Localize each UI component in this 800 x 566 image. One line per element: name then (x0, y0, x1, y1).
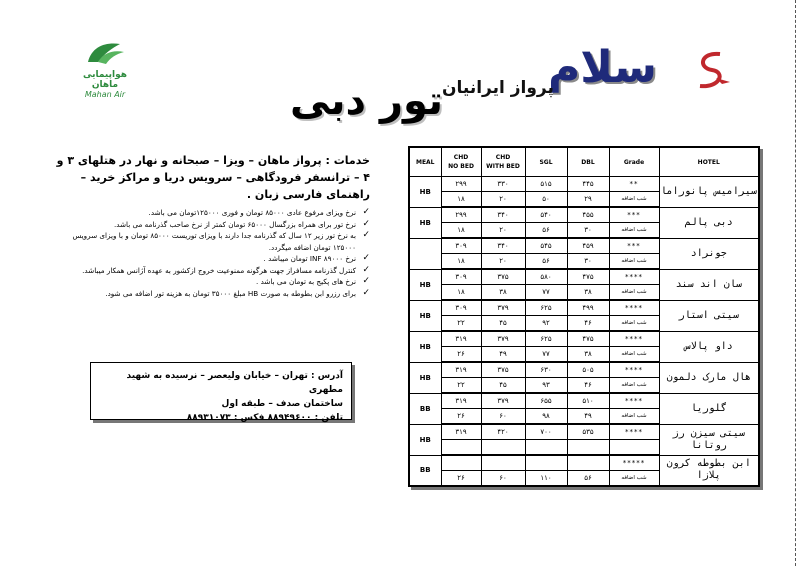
dbl-cell: ۳۸ (567, 347, 609, 363)
sgl-cell: ۱۱۰ (525, 471, 567, 487)
note-item: ✓ برای رزرو ابن بطوطه به صورت HB مبلغ ۳۵۰۰۰ تومان به هزینه تور اضافه می شود. (55, 288, 370, 300)
dbl-cell: ۴۹۹ (567, 300, 609, 316)
meal-cell: HB (409, 269, 441, 300)
grade-cell: *** (609, 238, 659, 254)
dbl-cell: ۴۶ (567, 378, 609, 394)
sgl-cell: ۹۲ (525, 316, 567, 332)
chd-with-bed-cell: ۳۷۹ (481, 331, 525, 347)
sgl-cell: ۵۸۰ (525, 269, 567, 285)
hotel-name: سان اند سند (659, 269, 759, 300)
price-table (408, 146, 760, 487)
sgl-cell (525, 440, 567, 456)
table-row (409, 207, 759, 223)
note-item: ✓ نرخ تور برای همراه بزرگسال ۶۵۰۰۰ تومان کمتر از نرخ صاحب گذرنامه می باشد. (55, 219, 370, 231)
extra-night-label: شب اضافه (609, 316, 659, 332)
extra-night-label: شب اضافه (609, 347, 659, 363)
table-body (409, 177, 759, 487)
dbl-cell: ۴۹ (567, 409, 609, 425)
sgl-cell: ۵۶ (525, 254, 567, 270)
dbl-cell: ۴۷۵ (567, 331, 609, 347)
meal-cell: HB (409, 362, 441, 393)
chd-with-bed-cell: ۳۷۹ (481, 300, 525, 316)
airline-name-en: Mahan Air (84, 90, 126, 99)
meal-cell: BB (409, 455, 441, 486)
chd-with-bed-cell: ۴۵ (481, 316, 525, 332)
grade-cell: **** (609, 393, 659, 409)
hotel-name: سیتی سیزن رز روتانا (659, 424, 759, 455)
note-item: ✓ نرخ های پکیج به تومان می باشد . (55, 276, 370, 288)
chd-with-bed-cell: ۳۴۰ (481, 238, 525, 254)
chd-with-bed-cell: ۲۰ (481, 192, 525, 208)
brand-subtitle: پرواز ایرانیان (442, 78, 554, 98)
hotel-name: ابن بطوطه کرون پلازا (659, 455, 759, 486)
tour-title: تور دبی (290, 78, 444, 124)
chd-no-bed-cell (441, 440, 481, 456)
grade-cell: ** (609, 177, 659, 192)
dbl-cell: ۵۶ (567, 471, 609, 487)
chd-with-bed-cell: ۴۵ (481, 378, 525, 394)
meal-cell: HB (409, 300, 441, 331)
chd-with-bed-cell: ۳۷۵ (481, 362, 525, 378)
hotel-name: سیرامیس پانوراما (659, 177, 759, 208)
col-hotel: HOTEL (659, 147, 759, 177)
mahan-air-logo (70, 38, 140, 99)
grade-cell: **** (609, 362, 659, 378)
sgl-cell: ۷۷ (525, 285, 567, 301)
extra-night-label: شب اضافه (609, 409, 659, 425)
table-row (409, 177, 759, 192)
hotel-name: دبی پالم (659, 207, 759, 238)
chd-with-bed-cell: ۳۷۵ (481, 269, 525, 285)
dbl-cell (567, 455, 609, 471)
chd-with-bed-cell (481, 440, 525, 456)
address-line: ساختمان صدف – طبقه اول (221, 399, 343, 409)
dbl-cell: ۳۸ (567, 285, 609, 301)
address-line: آدرس : تهران – خیابان ولیعصر – نرسیده به شهید مطهری (126, 371, 343, 395)
dbl-cell: ۵۱۰ (567, 393, 609, 409)
sgl-cell: ۷۷ (525, 347, 567, 363)
chd-no-bed-cell: ۱۸ (441, 254, 481, 270)
chd-no-bed-cell: ۳۱۹ (441, 424, 481, 440)
chd-with-bed-cell (481, 455, 525, 471)
extra-night-label: شب اضافه (609, 192, 659, 208)
chd-no-bed-cell (441, 455, 481, 471)
sgl-cell: ۶۵۵ (525, 393, 567, 409)
extra-night-label: شب اضافه (609, 471, 659, 487)
chd-no-bed-cell: ۱۸ (441, 192, 481, 208)
grade-cell: **** (609, 331, 659, 347)
hotel-name: جونراد (659, 238, 759, 269)
grade-cell: **** (609, 424, 659, 440)
dbl-cell: ۴۷۵ (567, 269, 609, 285)
col-dbl: DBL (567, 147, 609, 177)
sgl-cell: ۵۰ (525, 192, 567, 208)
hotel-name: گلوریا (659, 393, 759, 424)
sgl-cell: ۶۲۵ (525, 331, 567, 347)
col-chd-with-bed: CHD WITH BED (481, 147, 525, 177)
sgl-cell: ۹۳ (525, 378, 567, 394)
chd-with-bed-cell: ۳۳۰ (481, 177, 525, 192)
dbl-cell: ۲۹ (567, 192, 609, 208)
chd-with-bed-cell: ۳۴۰ (481, 207, 525, 223)
sgl-cell: ۹۸ (525, 409, 567, 425)
sgl-cell: ۶۲۵ (525, 300, 567, 316)
note-item: ✓ نرخ INF ۸۹۰۰۰ تومان میباشد . (55, 253, 370, 265)
chd-no-bed-cell: ۲۹۹ (441, 177, 481, 192)
dbl-cell: ۵۰۵ (567, 362, 609, 378)
dbl-cell: ۴۴۵ (567, 177, 609, 192)
table-row (409, 269, 759, 285)
chd-no-bed-cell: ۱۸ (441, 285, 481, 301)
sgl-cell: ۵۴۰ (525, 207, 567, 223)
dbl-cell: ۴۵۹ (567, 238, 609, 254)
dbl-cell (567, 440, 609, 456)
brand-logo (430, 40, 710, 120)
meal-cell: HB (409, 177, 441, 208)
grade-cell: **** (609, 269, 659, 285)
chd-with-bed-cell: ۳۸ (481, 285, 525, 301)
address-box (90, 362, 352, 423)
chd-no-bed-cell: ۲۶ (441, 347, 481, 363)
airline-name-fa: هواپیمایی ماهان (83, 70, 127, 90)
note-item: ✓ کنترل گذرنامه مسافراز جهت هرگونه ممنوعیت خروج ازکشور به عهده آژانس همکار میباشد. (55, 265, 370, 277)
brand-s-icon (690, 48, 734, 92)
dbl-cell: ۳۰ (567, 223, 609, 239)
phone-fax: تلفن : ۸۸۹۴۹۶۰۰ فکس : ۸۸۹۳۱۰۷۳ (186, 413, 343, 423)
chd-with-bed-cell: ۴۹ (481, 347, 525, 363)
meal-cell: HB (409, 331, 441, 362)
sgl-cell: ۵۱۵ (525, 177, 567, 192)
chd-no-bed-cell: ۳۱۹ (441, 362, 481, 378)
col-sgl: SGL (525, 147, 567, 177)
extra-night-label: شب اضافه (609, 254, 659, 270)
chd-no-bed-cell: ۲۹۹ (441, 207, 481, 223)
chd-with-bed-cell: ۶۰ (481, 471, 525, 487)
dbl-cell: ۵۳۵ (567, 424, 609, 440)
chd-with-bed-cell: ۴۲۰ (481, 424, 525, 440)
chd-no-bed-cell: ۳۰۹ (441, 300, 481, 316)
page-border (794, 0, 796, 566)
chd-no-bed-cell: ۳۱۹ (441, 331, 481, 347)
table-row (409, 424, 759, 440)
table-row (409, 362, 759, 378)
meal-cell: HB (409, 424, 441, 455)
notes-list (55, 207, 370, 299)
sgl-cell (525, 455, 567, 471)
dbl-cell: ۳۰ (567, 254, 609, 270)
chd-no-bed-cell: ۳۱۹ (441, 393, 481, 409)
meal-cell: HB (409, 207, 441, 238)
table-row (409, 393, 759, 409)
chd-no-bed-cell: ۱۸ (441, 223, 481, 239)
grade-cell: **** (609, 300, 659, 316)
meal-cell (409, 238, 441, 269)
brand-name: سلام (548, 42, 657, 93)
extra-night-label: شب اضافه (609, 223, 659, 239)
hotel-name: داو پالاس (659, 331, 759, 362)
chd-no-bed-cell: ۳۰۹ (441, 269, 481, 285)
chd-with-bed-cell: ۲۰ (481, 223, 525, 239)
dbl-cell: ۴۶ (567, 316, 609, 332)
chd-with-bed-cell: ۶۰ (481, 409, 525, 425)
sgl-cell: ۶۳۰ (525, 362, 567, 378)
table-row (409, 238, 759, 254)
chd-no-bed-cell: ۲۲ (441, 378, 481, 394)
grade-cell: ***** (609, 455, 659, 471)
extra-night-label: شب اضافه (609, 285, 659, 301)
chd-no-bed-cell: ۲۶ (441, 471, 481, 487)
chd-with-bed-cell: ۳۷۹ (481, 393, 525, 409)
hotel-name: هال مارک دلمون (659, 362, 759, 393)
table-row (409, 455, 759, 471)
services-headline: خدمات : پرواز ماهان – ویزا – صبحانه و نهار در هتلهای ۳ و ۴ – ترانسفر فرودگاهی – سرویس دریا و مراکز خرید – راهنمای فارسی زبان . (56, 154, 370, 201)
note-item: ✓ به نرخ تور زیر ۱۲ سال که گذرنامه جدا دارند با ویزای توریست ۸۵۰۰۰ تومان و با ویزای سرویس ۱۲۵۰۰۰ تومان اضافه میگردد. (55, 230, 370, 253)
grade-cell: *** (609, 207, 659, 223)
sgl-cell: ۵۶ (525, 223, 567, 239)
dbl-cell: ۴۵۵ (567, 207, 609, 223)
chd-no-bed-cell: ۲۶ (441, 409, 481, 425)
chd-no-bed-cell: ۲۲ (441, 316, 481, 332)
sgl-cell: ۵۴۵ (525, 238, 567, 254)
mahan-leaf-icon (84, 38, 126, 66)
extra-night-label: شب اضافه (609, 378, 659, 394)
note-item: ✓ نرخ ویزای مرفوع عادی ۸۵۰۰۰ تومان و فوری ۱۲۵۰۰۰تومان می باشد. (55, 207, 370, 219)
table-row (409, 300, 759, 316)
table-row (409, 331, 759, 347)
chd-no-bed-cell: ۳۰۹ (441, 238, 481, 254)
grade-cell (609, 440, 659, 456)
sgl-cell: ۷۰۰ (525, 424, 567, 440)
services-section (55, 152, 370, 299)
col-meal: MEAL (409, 147, 441, 177)
col-grade: Grade (609, 147, 659, 177)
meal-cell: BB (409, 393, 441, 424)
chd-with-bed-cell: ۲۰ (481, 254, 525, 270)
table-header-row (409, 147, 759, 177)
hotel-name: سیتی استار (659, 300, 759, 331)
col-chd-no-bed: CHD NO BED (441, 147, 481, 177)
